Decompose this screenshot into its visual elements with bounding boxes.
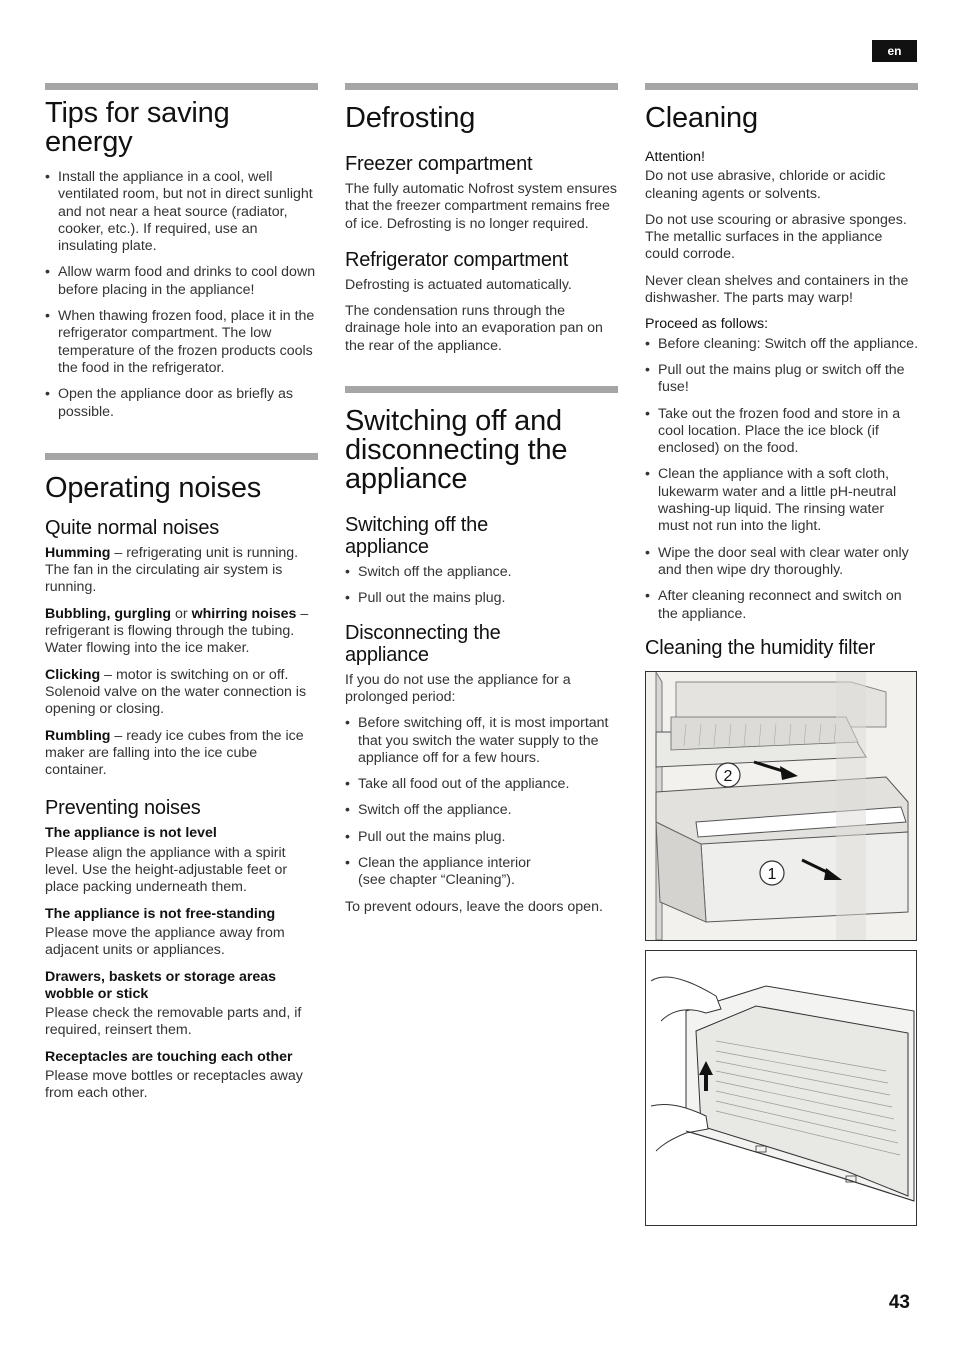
filter-removal-drawing	[646, 951, 916, 1225]
freezer-text: The fully automatic Nofrost system ensures that the freezer compartment remains free of ice. Defrosting is no longer required.	[345, 181, 618, 232]
prevent-text: Please move bottles or receptacles away from each other.	[45, 1067, 303, 1102]
disconnect-intro: If you do not use the appliance for a prolonged period:	[345, 671, 571, 705]
bubbling-text: – refrigerant is flowing through the tubing. Water flowing into the ice maker.	[45, 605, 309, 657]
filter-removal-illustration	[645, 950, 917, 1226]
fridge-text-2: The condensation runs through the drainage hole into an evaporation pan on the rear of the appliance.	[345, 303, 603, 354]
section-divider	[45, 453, 318, 460]
list-item: • Clean the appliance interior (see chapter “Cleaning”).	[345, 855, 558, 890]
normal-noises-heading: Quite normal noises	[45, 516, 220, 539]
drawer-removal-illustration	[645, 671, 917, 941]
prevent-text: Please check the removable parts and, if required, reinsert them.	[45, 1005, 302, 1039]
list-item: • Clean the appliance with a soft cloth, lukewarm water and a little pH-neutral washing-up liquid. The rinsing water must not run into the light.	[645, 466, 918, 535]
column-left	[45, 83, 318, 1112]
section-divider	[345, 83, 618, 90]
whirring-term: whirring noises	[191, 605, 297, 622]
section-divider	[645, 83, 918, 90]
humming-text: – refrigerating unit is running. The fan in the circulating air system is running.	[45, 544, 299, 596]
fridge-text-1: Defrosting is actuated automatically.	[345, 276, 572, 293]
step-1-label: 1	[767, 865, 777, 883]
page-number: 43	[888, 1292, 910, 1313]
list-item: • Allow warm food and drinks to cool down before placing in the appliance!	[45, 264, 318, 299]
tips-title: Tips for saving energy	[45, 97, 230, 158]
humming-paragraph	[45, 545, 318, 597]
cleaning-para-2: Do not use scouring or abrasive sponges. The metallic surfaces in the appliance could corrode.	[645, 211, 907, 263]
switching-title: Switching off and disconnecting the appliance	[345, 405, 568, 496]
clicking-term: Clicking	[45, 666, 101, 683]
bubbling-term: Bubbling, gurgling	[45, 605, 172, 622]
cleaning-para-3: Never clean shelves and containers in the dishwasher. The parts may warp!	[645, 272, 909, 307]
prevent-text: Please move the appliance away from adjacent units or appliances.	[45, 924, 285, 959]
attention-label: Attention!	[645, 149, 705, 165]
disconnect-list	[345, 715, 618, 889]
list-item: • Take out the frozen food and store in a cool location. Place the ice block (if enclosed) on the food.	[645, 406, 918, 458]
bubbling-or: or	[171, 605, 192, 622]
list-item: • Take all food out of the appliance.	[345, 776, 618, 793]
prevent-label: The appliance is not free-standing	[45, 905, 276, 922]
tips-list	[45, 169, 318, 421]
clicking-paragraph	[45, 667, 318, 719]
rumbling-paragraph	[45, 728, 318, 780]
list-item: • Before switching off, it is most important that you switch the water supply to the appliance off for a few hours.	[345, 715, 618, 767]
disconnect-outro: To prevent odours, leave the doors open.	[345, 898, 603, 915]
defrosting-title: Defrosting	[345, 102, 476, 134]
prevent-label: Drawers, baskets or storage areas wobble or stick	[45, 968, 277, 1002]
list-item: • Switch off the appliance.	[345, 802, 618, 819]
clicking-text: – motor is switching on or off. Solenoid valve on the water connection is opening or closing.	[45, 666, 307, 718]
cleaning-list	[645, 336, 918, 623]
column-middle	[345, 83, 618, 925]
section-divider	[345, 386, 618, 393]
switch-off-heading: Switching off the appliance	[345, 514, 488, 559]
list-item: • When thawing frozen food, place it in the refrigerator compartment. The low temperature of the frozen products cools the food in the refrigerator.	[45, 308, 318, 377]
fridge-heading: Refrigerator compartment	[345, 248, 569, 271]
humming-term: Humming	[45, 544, 111, 561]
prevent-label: Receptacles are touching each other	[45, 1048, 293, 1065]
prevent-label: The appliance is not level	[45, 825, 217, 842]
language-badge: en	[872, 40, 917, 62]
drawer-removal-drawing	[646, 672, 916, 940]
column-right	[645, 83, 918, 1226]
list-item: • Install the appliance in a cool, well ventilated room, but not in direct sunlight and not near a heat source (radiator, cooker, etc.). If required, use an insulating plate.	[45, 169, 318, 255]
list-item: • Pull out the mains plug or switch off the fuse!	[645, 362, 918, 397]
switch-off-list	[345, 564, 618, 608]
attention-text: Do not use abrasive, chloride or acidic cleaning agents or solvents.	[645, 168, 886, 202]
list-item: • After cleaning reconnect and switch on the appliance.	[645, 588, 918, 623]
list-item: • Pull out the mains plug.	[345, 829, 618, 846]
list-item: • Pull out the mains plug.	[345, 590, 618, 607]
list-item: • Open the appliance door as briefly as possible.	[45, 386, 318, 421]
disconnect-heading: Disconnecting the appliance	[345, 621, 501, 666]
rumbling-text: – ready ice cubes from the ice maker are falling into the ice cube container.	[45, 727, 304, 779]
list-item: • Before cleaning: Switch off the appliance.	[645, 336, 918, 353]
list-item: • Wipe the door seal with clear water only and then wipe dry thoroughly.	[645, 545, 918, 580]
rumbling-term: Rumbling	[45, 727, 111, 744]
proceed-label: Proceed as follows:	[645, 316, 769, 333]
list-item: • Switch off the appliance.	[345, 564, 618, 581]
prevent-text: Please align the appliance with a spirit level. Use the height-adjustable feet or place packing underneath them.	[45, 844, 288, 896]
cleaning-title: Cleaning	[645, 102, 758, 134]
preventing-noises-heading: Preventing noises	[45, 797, 201, 820]
noises-title: Operating noises	[45, 471, 262, 504]
bubbling-paragraph	[45, 606, 318, 658]
section-divider	[45, 83, 318, 90]
humidity-filter-heading: Cleaning the humidity filter	[645, 636, 876, 659]
step-2-label: 2	[723, 767, 733, 785]
freezer-heading: Freezer compartment	[345, 153, 533, 175]
